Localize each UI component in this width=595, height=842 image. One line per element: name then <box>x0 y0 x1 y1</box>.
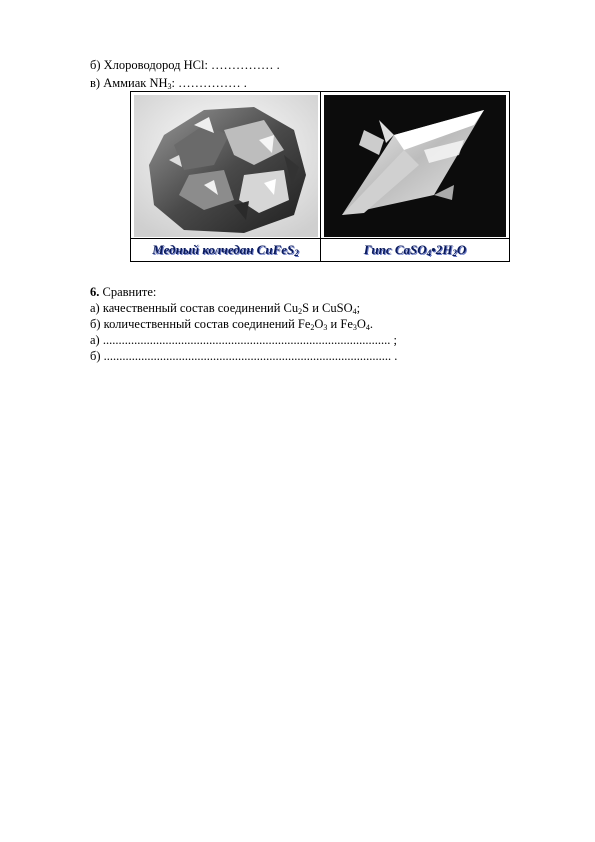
answer-line-a[interactable]: а) ............................................................................................ ; <box>90 333 397 347</box>
task-6-item-b: б) количественный состав соединений $Fe_2O_3$ и $Fe_3O_4$. <box>90 317 374 332</box>
question-v-nh3: в) Аммиак $NH_3$: …………… . <box>90 76 247 91</box>
table-row-divider <box>131 238 509 239</box>
question-b-label: б) Хлороводород HCl: <box>90 58 212 72</box>
question-v-label: в) Аммиак NH <box>90 76 168 90</box>
copper-pyrite-photo <box>134 95 318 237</box>
gypsum-photo <box>324 95 506 237</box>
caption-gypsum: Гипс $CaSO_4•2H_2O$ <box>363 242 467 258</box>
answer-blank-b[interactable]: …………… . <box>211 58 280 72</box>
caption-copper-pyrite: Медный колчедан CuFeS$_2$ <box>152 242 299 258</box>
table-column-divider <box>320 92 321 261</box>
task-number: 6. <box>90 285 100 299</box>
task-title: Сравните: <box>99 285 157 299</box>
answer-blank-v[interactable]: : …………… . <box>171 76 247 90</box>
answer-line-b[interactable]: б) ............................................................................................ . <box>90 349 398 363</box>
task-6-heading <box>90 285 156 300</box>
task-6-item-a: а) качественный состав соединений $Cu_2S$ и CuSO$_4$; <box>90 301 361 316</box>
minerals-figure <box>130 91 510 262</box>
question-b-hcl <box>90 58 280 73</box>
